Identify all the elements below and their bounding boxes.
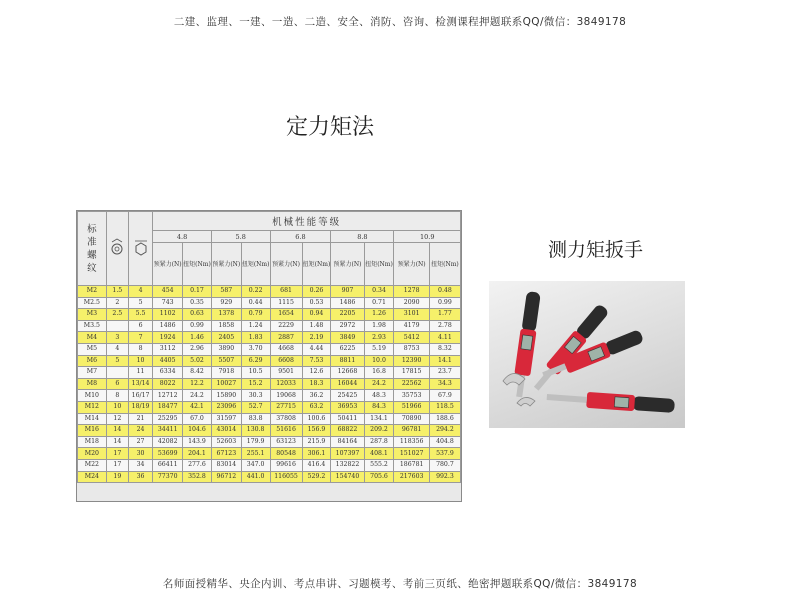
table-cell: 83.8 (241, 413, 270, 425)
table-cell: 1.26 (364, 309, 394, 321)
table-cell: 555.2 (364, 459, 394, 471)
table-cell: 404.8 (429, 436, 460, 448)
table-cell: 25295 (153, 413, 183, 425)
thread-size-cell: M2.5 (78, 297, 107, 309)
table-row (78, 320, 461, 332)
table-cell: 8753 (394, 343, 429, 355)
preload-header: 预紧力(N) (153, 243, 183, 286)
table-cell: 1115 (270, 297, 302, 309)
table-cell: 67123 (211, 448, 241, 460)
table-cell: 3849 (331, 332, 364, 344)
table-cell: 31597 (211, 413, 241, 425)
thread-size-cell: M14 (78, 413, 107, 425)
table-cell: 16044 (331, 378, 364, 390)
table-cell: 2.93 (364, 332, 394, 344)
table-cell: 116055 (270, 471, 302, 483)
table-cell: 3890 (211, 343, 241, 355)
table-cell: 2972 (331, 320, 364, 332)
hex-size-icon (128, 212, 152, 286)
table-cell: 5.19 (364, 343, 394, 355)
table-cell: 84164 (331, 436, 364, 448)
table-cell: 8.42 (183, 367, 212, 379)
table-cell: 537.9 (429, 448, 460, 460)
table-row (78, 355, 461, 367)
table-cell: 0.53 (302, 297, 331, 309)
table-cell: 24 (128, 425, 152, 437)
table-cell: 587 (211, 286, 241, 298)
table-cell: 18477 (153, 401, 183, 413)
table-cell: 907 (331, 286, 364, 298)
table-cell: 287.8 (364, 436, 394, 448)
table-cell: 83014 (211, 459, 241, 471)
table-row (78, 297, 461, 309)
table-cell: 255.1 (241, 448, 270, 460)
thread-size-cell: M18 (78, 436, 107, 448)
table-cell: 6608 (270, 355, 302, 367)
table-cell: 5 (106, 355, 128, 367)
table-cell: 156.9 (302, 425, 331, 437)
table-cell: 2405 (211, 332, 241, 344)
table-cell: 4179 (394, 320, 429, 332)
table-cell: 30.3 (241, 390, 270, 402)
grade-header: 8.8 (331, 231, 394, 243)
table-cell: 67.9 (429, 390, 460, 402)
table-cell: 529.2 (302, 471, 331, 483)
grade-header: 10.9 (394, 231, 461, 243)
table-cell: 209.2 (364, 425, 394, 437)
torque-header: 扭矩(Nm) (429, 243, 460, 286)
table-cell: 42.1 (183, 401, 212, 413)
table-cell: 52.7 (241, 401, 270, 413)
footer-contact-text: 名师面授精华、央企内训、考点串讲、习题模考、考前三页纸、绝密押题联系QQ/微信：3849178 (162, 578, 638, 590)
mechanical-grade-title: 机械性能等级 (153, 212, 461, 231)
table-cell: 25425 (331, 390, 364, 402)
table-cell: 277.6 (183, 459, 212, 471)
table-cell: 347.0 (241, 459, 270, 471)
table-cell: 30 (128, 448, 152, 460)
preload-header: 预紧力(N) (270, 243, 302, 286)
table-cell: 1278 (394, 286, 429, 298)
table-cell: 1.77 (429, 309, 460, 321)
table-cell: 1486 (153, 320, 183, 332)
table-cell: 5507 (211, 355, 241, 367)
table-cell: 66411 (153, 459, 183, 471)
table-cell: 52603 (211, 436, 241, 448)
table-cell: 23096 (211, 401, 241, 413)
table-cell: 36 (128, 471, 152, 483)
table-cell: 2.19 (302, 332, 331, 344)
table-cell: 104.6 (183, 425, 212, 437)
table-row (78, 309, 461, 321)
table-cell: 6 (128, 320, 152, 332)
table-cell: 43014 (211, 425, 241, 437)
thread-size-cell: M2 (78, 286, 107, 298)
table-cell: 408.1 (364, 448, 394, 460)
table-cell: 929 (211, 297, 241, 309)
preload-header: 预紧力(N) (211, 243, 241, 286)
table-cell: 1.5 (106, 286, 128, 298)
thread-size-cell: M5 (78, 343, 107, 355)
table-cell: 27715 (270, 401, 302, 413)
table-cell: 107397 (331, 448, 364, 460)
table-row (78, 459, 461, 471)
table-row (78, 332, 461, 344)
table-cell: 1.48 (302, 320, 331, 332)
table-row (78, 425, 461, 437)
table-cell: 1.46 (183, 332, 212, 344)
thread-size-cell: M12 (78, 401, 107, 413)
table-cell: 67.0 (183, 413, 212, 425)
table-cell: 21 (128, 413, 152, 425)
table-cell: 4 (128, 286, 152, 298)
table-cell: 743 (153, 297, 183, 309)
table-cell: 1102 (153, 309, 183, 321)
table-cell: 5 (128, 297, 152, 309)
table-cell: 10.0 (364, 355, 394, 367)
table-cell: 4668 (270, 343, 302, 355)
slide-title: 定力矩法 (286, 115, 375, 140)
table-cell: 14.1 (429, 355, 460, 367)
table-cell: 80548 (270, 448, 302, 460)
table-cell: 96781 (394, 425, 429, 437)
table-cell: 1924 (153, 332, 183, 344)
table-cell: 2090 (394, 297, 429, 309)
table-cell: 18.3 (302, 378, 331, 390)
table-cell: 4 (106, 343, 128, 355)
table-cell: 15.2 (241, 378, 270, 390)
grade-header: 5.8 (211, 231, 270, 243)
bolt-torque-table-image (76, 210, 462, 502)
table-cell: 992.3 (429, 471, 460, 483)
table-row (78, 367, 461, 379)
bolt-torque-table (77, 211, 461, 483)
table-cell: 5412 (394, 332, 429, 344)
table-cell: 186781 (394, 459, 429, 471)
table-cell: 416.4 (302, 459, 331, 471)
table-cell: 681 (270, 286, 302, 298)
table-cell: 10.5 (241, 367, 270, 379)
table-cell: 13/14 (128, 378, 152, 390)
table-cell: 17815 (394, 367, 429, 379)
table-cell: 24.2 (183, 390, 212, 402)
table-cell: 0.44 (241, 297, 270, 309)
table-cell: 8.32 (429, 343, 460, 355)
table-cell: 441.0 (241, 471, 270, 483)
table-cell: 12712 (153, 390, 183, 402)
preload-header: 预紧力(N) (394, 243, 429, 286)
table-cell: 77370 (153, 471, 183, 483)
table-row (78, 436, 461, 448)
table-cell: 2205 (331, 309, 364, 321)
table-cell: 34411 (153, 425, 183, 437)
table-cell: 0.48 (429, 286, 460, 298)
grade-header: 6.8 (270, 231, 331, 243)
table-cell: 0.99 (183, 320, 212, 332)
table-cell: 154740 (331, 471, 364, 483)
table-cell: 4.44 (302, 343, 331, 355)
table-row (78, 286, 461, 298)
table-cell: 70890 (394, 413, 429, 425)
table-cell: 3112 (153, 343, 183, 355)
table-cell: 0.71 (364, 297, 394, 309)
table-cell: 0.34 (364, 286, 394, 298)
table-cell: 51966 (394, 401, 429, 413)
table-cell: 19068 (270, 390, 302, 402)
table-cell: 7 (128, 332, 152, 344)
table-row (78, 378, 461, 390)
table-cell: 2 (106, 297, 128, 309)
table-cell: 294.2 (429, 425, 460, 437)
table-cell: 51616 (270, 425, 302, 437)
table-cell: 99616 (270, 459, 302, 471)
table-cell: 2.78 (429, 320, 460, 332)
table-cell: 204.1 (183, 448, 212, 460)
table-cell: 705.6 (364, 471, 394, 483)
thread-size-cell: M3 (78, 309, 107, 321)
table-cell: 8 (128, 343, 152, 355)
table-cell: 34.3 (429, 378, 460, 390)
standard-thread-header: 标 准 螺 纹 (78, 212, 107, 286)
table-cell: 134.1 (364, 413, 394, 425)
table-row (78, 413, 461, 425)
table-cell: 12668 (331, 367, 364, 379)
table-cell: 0.35 (183, 297, 212, 309)
table-cell: 780.7 (429, 459, 460, 471)
table-cell: 36953 (331, 401, 364, 413)
table-cell: 143.9 (183, 436, 212, 448)
table-cell: 24.2 (364, 378, 394, 390)
table-cell: 10027 (211, 378, 241, 390)
table-cell: 188.6 (429, 413, 460, 425)
preload-header: 预紧力(N) (331, 243, 364, 286)
torque-header: 扭矩(Nm) (183, 243, 212, 286)
table-cell: 5.5 (128, 309, 152, 321)
thread-size-cell: M22 (78, 459, 107, 471)
table-cell (106, 367, 128, 379)
table-cell: 9501 (270, 367, 302, 379)
table-cell: 17 (106, 459, 128, 471)
table-cell: 8811 (331, 355, 364, 367)
table-row (78, 343, 461, 355)
table-cell: 6334 (153, 367, 183, 379)
table-cell: 12.2 (183, 378, 212, 390)
table-cell: 12390 (394, 355, 429, 367)
table-row (78, 471, 461, 483)
table-cell: 8 (106, 390, 128, 402)
table-cell: 132822 (331, 459, 364, 471)
grade-header: 4.8 (153, 231, 212, 243)
thread-size-cell: M7 (78, 367, 107, 379)
table-cell: 1486 (331, 297, 364, 309)
table-cell: 23.7 (429, 367, 460, 379)
table-cell: 7918 (211, 367, 241, 379)
torque-wrench-title: 测力矩扳手 (548, 239, 644, 261)
table-row (78, 448, 461, 460)
table-cell: 100.6 (302, 413, 331, 425)
table-cell: 2.96 (183, 343, 212, 355)
table-cell: 0.26 (302, 286, 331, 298)
table-cell: 6225 (331, 343, 364, 355)
table-cell: 454 (153, 286, 183, 298)
table-cell: 35753 (394, 390, 429, 402)
thread-size-cell: M8 (78, 378, 107, 390)
table-cell: 306.1 (302, 448, 331, 460)
table-cell: 4405 (153, 355, 183, 367)
torque-header: 扭矩(Nm) (364, 243, 394, 286)
table-cell: 48.3 (364, 390, 394, 402)
table-cell: 16.8 (364, 367, 394, 379)
thread-size-cell: M24 (78, 471, 107, 483)
table-cell: 17 (106, 448, 128, 460)
table-cell: 63.2 (302, 401, 331, 413)
table-cell: 215.9 (302, 436, 331, 448)
table-cell: 0.63 (183, 309, 212, 321)
table-cell: 68822 (331, 425, 364, 437)
thread-size-cell: M16 (78, 425, 107, 437)
table-cell: 0.17 (183, 286, 212, 298)
table-cell: 2229 (270, 320, 302, 332)
thread-size-cell: M4 (78, 332, 107, 344)
table-cell: 2887 (270, 332, 302, 344)
table-cell: 8022 (153, 378, 183, 390)
table-cell: 0.22 (241, 286, 270, 298)
table-cell: 3.70 (241, 343, 270, 355)
table-cell: 12033 (270, 378, 302, 390)
table-cell: 27 (128, 436, 152, 448)
table-cell: 130.8 (241, 425, 270, 437)
table-cell: 3101 (394, 309, 429, 321)
table-row (78, 390, 461, 402)
torque-header: 扭矩(Nm) (241, 243, 270, 286)
torque-wrench-illustration (489, 281, 685, 428)
table-cell: 0.79 (241, 309, 270, 321)
table-cell: 151027 (394, 448, 429, 460)
table-cell: 0.99 (429, 297, 460, 309)
table-cell: 11 (128, 367, 152, 379)
table-cell: 42082 (153, 436, 183, 448)
table-cell: 53699 (153, 448, 183, 460)
table-cell: 34 (128, 459, 152, 471)
table-cell: 118.5 (429, 401, 460, 413)
table-cell: 217603 (394, 471, 429, 483)
header-contact-text: 二建、监理、一建、一造、二造、安全、消防、咨询、检测课程押题联系QQ/微信：3849178 (173, 16, 627, 28)
thread-size-cell: M6 (78, 355, 107, 367)
table-cell: 96712 (211, 471, 241, 483)
table-cell: 1654 (270, 309, 302, 321)
torque-wrench-photo (489, 281, 685, 428)
table-row (78, 401, 461, 413)
table-cell: 1.98 (364, 320, 394, 332)
table-cell: 10 (128, 355, 152, 367)
thread-pitch-icon (106, 212, 128, 286)
table-cell: 0.94 (302, 309, 331, 321)
table-cell: 5.02 (183, 355, 212, 367)
table-cell: 6 (106, 378, 128, 390)
table-cell (106, 320, 128, 332)
table-cell: 36.2 (302, 390, 331, 402)
table-cell: 14 (106, 436, 128, 448)
thread-size-cell: M20 (78, 448, 107, 460)
table-cell: 14 (106, 425, 128, 437)
table-cell: 18/19 (128, 401, 152, 413)
thread-size-cell: M10 (78, 390, 107, 402)
table-cell: 37808 (270, 413, 302, 425)
table-cell: 2.5 (106, 309, 128, 321)
table-cell: 12 (106, 413, 128, 425)
table-cell: 1.24 (241, 320, 270, 332)
table-cell: 10 (106, 401, 128, 413)
table-cell: 179.9 (241, 436, 270, 448)
table-cell: 12.6 (302, 367, 331, 379)
thread-size-cell: M3.5 (78, 320, 107, 332)
table-cell: 50411 (331, 413, 364, 425)
table-cell: 19 (106, 471, 128, 483)
table-cell: 1378 (211, 309, 241, 321)
table-body (78, 286, 461, 483)
table-cell: 352.8 (183, 471, 212, 483)
table-cell: 15890 (211, 390, 241, 402)
table-cell: 22562 (394, 378, 429, 390)
table-cell: 1.83 (241, 332, 270, 344)
table-cell: 4.11 (429, 332, 460, 344)
table-cell: 118356 (394, 436, 429, 448)
table-cell: 84.3 (364, 401, 394, 413)
table-cell: 7.53 (302, 355, 331, 367)
torque-header: 扭矩(Nm) (302, 243, 331, 286)
table-cell: 16/17 (128, 390, 152, 402)
table-cell: 63123 (270, 436, 302, 448)
table-cell: 1858 (211, 320, 241, 332)
table-cell: 3 (106, 332, 128, 344)
table-cell: 6.29 (241, 355, 270, 367)
